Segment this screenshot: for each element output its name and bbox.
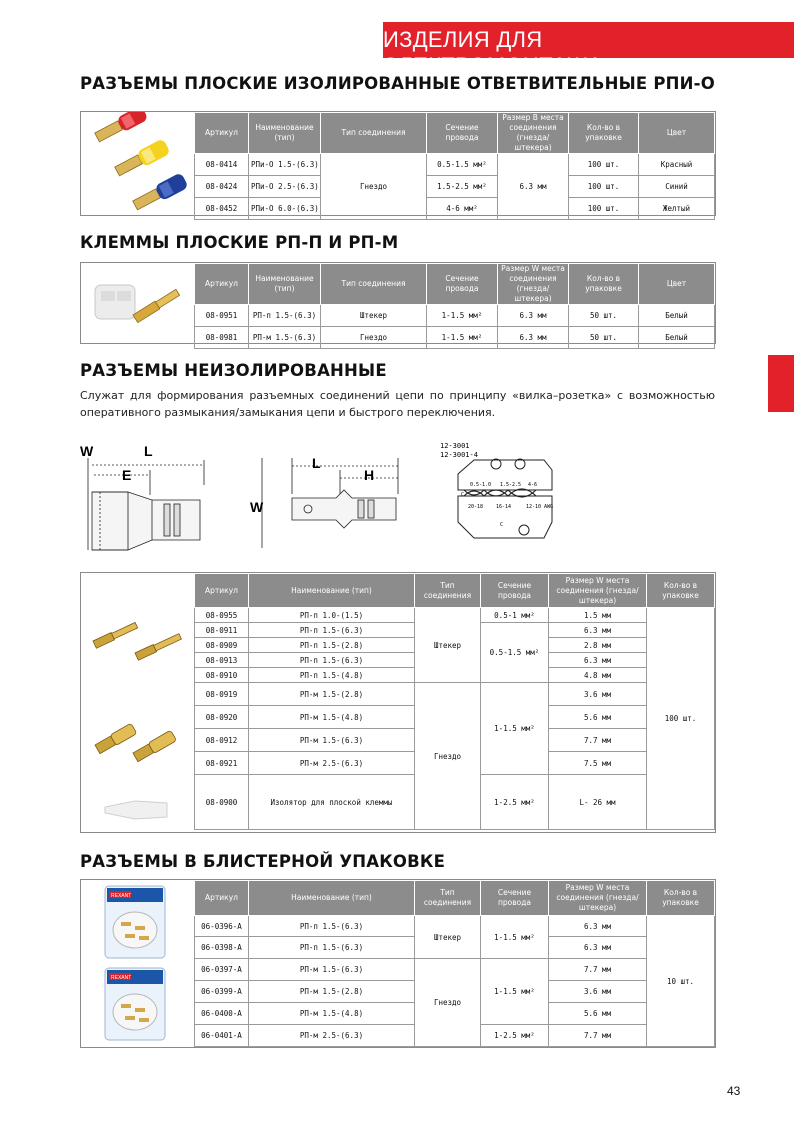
header-banner bbox=[383, 22, 755, 78]
size-cell: 6.3 мм bbox=[549, 916, 647, 937]
section-cell: 0.5-1.5 мм² bbox=[427, 154, 498, 176]
article-cell: 06-0399-А bbox=[195, 981, 249, 1003]
name-cell: РП-м 2.5-(6.3) bbox=[249, 752, 415, 775]
section-cell: 0.5-1.5 мм² bbox=[481, 623, 549, 683]
name-cell: РП-м 1.5-(6.3) bbox=[249, 959, 415, 981]
article-cell: 08-0981 bbox=[195, 327, 249, 349]
col-header: Артикул bbox=[195, 264, 249, 305]
name-cell: РП-м 1.5-(4.8) bbox=[249, 1003, 415, 1025]
article-cell: 06-0397-А bbox=[195, 959, 249, 981]
tool-mark: 1.5-2.5 bbox=[500, 482, 522, 488]
col-header: Размер W места соединения (гнезда/штекера) bbox=[549, 574, 647, 608]
section-cell: 1-2.5 мм² bbox=[481, 1025, 549, 1047]
col-header: Тип соединения bbox=[415, 881, 481, 916]
section3-product-images bbox=[81, 573, 193, 830]
label-e: E bbox=[122, 467, 132, 483]
size-cell: 6.3 мм bbox=[549, 623, 647, 638]
type-cell: Гнездо bbox=[321, 327, 427, 349]
size-cell: 6.3 мм bbox=[498, 327, 569, 349]
size-cell: 3.6 мм bbox=[549, 683, 647, 706]
table-row bbox=[195, 683, 715, 706]
table-row bbox=[195, 176, 715, 198]
section1-table bbox=[194, 112, 715, 220]
size-cell: 6.3 мм bbox=[498, 154, 569, 220]
article-cell: 08-0910 bbox=[195, 668, 249, 683]
name-cell: РП-п 1.5-(6.3) bbox=[249, 937, 415, 959]
col-header: Размер В места соединения (гнезда/штекера) bbox=[498, 113, 569, 154]
name-cell: РП-п 1.5-(2.8) bbox=[249, 638, 415, 653]
section4-product-images bbox=[81, 880, 193, 1045]
tool-mark: C bbox=[461, 492, 465, 498]
color-cell: Белый bbox=[639, 327, 715, 349]
name-cell: РП-п 1.5-(6.3) bbox=[249, 305, 321, 327]
size-cell: 7.7 мм bbox=[549, 1025, 647, 1047]
flat-terminals-image bbox=[81, 263, 193, 341]
color-cell: Синий bbox=[639, 176, 715, 198]
article-cell: 08-0911 bbox=[195, 623, 249, 638]
section-cell: 1-1.5 мм² bbox=[427, 305, 498, 327]
table-row bbox=[195, 916, 715, 937]
qty-cell: 100 шт. bbox=[569, 198, 639, 220]
type-cell: Штекер bbox=[415, 608, 481, 683]
article-cell: 06-0401-А bbox=[195, 1025, 249, 1047]
name-cell: РПи-О 2.5-(6.3) bbox=[249, 176, 321, 198]
brand-logo: REXANT bbox=[111, 975, 132, 981]
col-header: Цвет bbox=[639, 113, 715, 154]
tool-label-1: 12-3001 bbox=[440, 442, 470, 450]
col-header: Артикул bbox=[195, 574, 249, 608]
label-w2: W bbox=[250, 499, 264, 515]
article-cell: 08-0424 bbox=[195, 176, 249, 198]
qty-cell: 100 шт. bbox=[569, 154, 639, 176]
section-cell: 1-2.5 мм² bbox=[481, 775, 549, 830]
size-cell: 5.6 мм bbox=[549, 1003, 647, 1025]
color-cell: Красный bbox=[639, 154, 715, 176]
size-cell: 2.8 мм bbox=[549, 638, 647, 653]
section2-table bbox=[194, 263, 715, 349]
article-cell: 08-0909 bbox=[195, 638, 249, 653]
name-cell: РП-м 1.5-(6.3) bbox=[249, 729, 415, 752]
name-cell: РП-м 2.5-(6.3) bbox=[249, 1025, 415, 1047]
col-header: Артикул bbox=[195, 881, 249, 916]
blister-packs-image bbox=[81, 880, 193, 1045]
section-cell: 1.5-2.5 мм² bbox=[427, 176, 498, 198]
page-number: 43 bbox=[727, 1084, 741, 1098]
article-cell: 08-0913 bbox=[195, 653, 249, 668]
tool-label-2: 12-3001-4 bbox=[440, 451, 478, 459]
table-row bbox=[195, 327, 715, 349]
section3-title: РАЗЪЕМЫ НЕИЗОЛИРОВАННЫЕ bbox=[80, 361, 387, 380]
section3-table bbox=[194, 573, 715, 830]
size-cell: 6.3 мм bbox=[549, 937, 647, 959]
uninsulated-connectors-image bbox=[81, 573, 193, 830]
size-cell: 4.8 мм bbox=[549, 668, 647, 683]
section-cell: 0.5-1 мм² bbox=[481, 608, 549, 623]
size-cell: 3.6 мм bbox=[549, 981, 647, 1003]
female-terminal-diagram bbox=[78, 440, 218, 560]
tool-mark: 20-18 bbox=[468, 504, 484, 510]
col-header: Кол-во в упаковке bbox=[569, 113, 639, 154]
name-cell: Изолятор для плоской клеммы bbox=[249, 775, 415, 830]
col-header: Сечение провода bbox=[427, 264, 498, 305]
qty-cell: 50 шт. bbox=[569, 305, 639, 327]
article-cell: 08-0951 bbox=[195, 305, 249, 327]
col-header: Размер W места соединения (гнезда/штекера) bbox=[549, 881, 647, 916]
crimp-tool-diagram bbox=[434, 440, 574, 546]
article-cell: 08-0920 bbox=[195, 706, 249, 729]
tool-mark: 0.5-1.0 bbox=[470, 482, 492, 488]
name-cell: РП-м 1.5-(4.8) bbox=[249, 706, 415, 729]
col-header: Кол-во в упаковке bbox=[647, 574, 715, 608]
tool-mark: AWG bbox=[544, 504, 554, 510]
article-cell: 08-0955 bbox=[195, 608, 249, 623]
col-header: Тип соединения bbox=[321, 264, 427, 305]
section-cell: 1-1.5 мм² bbox=[481, 683, 549, 775]
name-cell: РПи-О 6.0-(6.3) bbox=[249, 198, 321, 220]
article-cell: 08-0414 bbox=[195, 154, 249, 176]
col-header: Кол-во в упаковке bbox=[569, 264, 639, 305]
article-cell: 06-0400-А bbox=[195, 1003, 249, 1025]
article-cell: 08-0921 bbox=[195, 752, 249, 775]
section-cell: 1-1.5 мм² bbox=[481, 916, 549, 959]
table-row bbox=[195, 154, 715, 176]
col-header: Сечение провода bbox=[481, 881, 549, 916]
table-row bbox=[195, 198, 715, 220]
type-cell: Гнездо bbox=[415, 683, 481, 830]
section-cell: 4-6 мм² bbox=[427, 198, 498, 220]
size-cell: 1.5 мм bbox=[549, 608, 647, 623]
col-header: Размер W места соединения (гнезда/штекера) bbox=[498, 264, 569, 305]
tool-mark: C bbox=[500, 522, 504, 528]
name-cell: РП-м 1.5-(6.3) bbox=[249, 327, 321, 349]
name-cell: РП-п 1.5-(6.3) bbox=[249, 916, 415, 937]
col-header: Тип соединения bbox=[321, 113, 427, 154]
type-cell: Гнездо bbox=[321, 154, 427, 220]
section4-table bbox=[194, 880, 715, 1047]
name-cell: РПи-О 1.5-(6.3) bbox=[249, 154, 321, 176]
table-row bbox=[195, 608, 715, 623]
article-cell: 06-0398-А bbox=[195, 937, 249, 959]
color-cell: Желтый bbox=[639, 198, 715, 220]
size-cell: 6.3 мм bbox=[498, 305, 569, 327]
article-cell: 06-0396-А bbox=[195, 916, 249, 937]
section-cell: 1-1.5 мм² bbox=[481, 959, 549, 1025]
size-cell: 7.5 мм bbox=[549, 752, 647, 775]
qty-cell: 100 шт. bbox=[569, 176, 639, 198]
qty-cell: 50 шт. bbox=[569, 327, 639, 349]
tool-mark: 16-14 bbox=[496, 504, 512, 510]
size-cell: 7.7 мм bbox=[549, 959, 647, 981]
name-cell: РП-п 1.5-(4.8) bbox=[249, 668, 415, 683]
table-row bbox=[195, 305, 715, 327]
section3-description: Служат для формирования разъемных соединений цепи по принципу «вилка–розетка» с возможностью оперативного размыкания/замыкания цепи и быстрого переключения. bbox=[80, 389, 715, 419]
section-cell: 1-1.5 мм² bbox=[427, 327, 498, 349]
insulated-connectors-image bbox=[81, 112, 193, 213]
tool-mark: 4-6 bbox=[528, 482, 538, 488]
label-l: L bbox=[144, 443, 153, 459]
col-header: Артикул bbox=[195, 113, 249, 154]
size-cell: 5.6 мм bbox=[549, 706, 647, 729]
size-cell: L- 26 мм bbox=[549, 775, 647, 830]
article-cell: 08-0900 bbox=[195, 775, 249, 830]
qty-cell: 10 шт. bbox=[647, 916, 715, 1047]
name-cell: РП-п 1.5-(6.3) bbox=[249, 653, 415, 668]
tool-mark: 12-10 bbox=[526, 504, 542, 510]
section1-product-image bbox=[81, 112, 193, 213]
section1-title: РАЗЪЕМЫ ПЛОСКИЕ ИЗОЛИРОВАННЫЕ ОТВЕТВИТЕЛЬНЫЕ РПИ-О bbox=[80, 74, 715, 93]
col-header: Тип соединения bbox=[415, 574, 481, 608]
side-tab-marker bbox=[768, 355, 794, 412]
size-cell: 7.7 мм bbox=[549, 729, 647, 752]
col-header: Сечение провода bbox=[481, 574, 549, 608]
size-cell: 6.3 мм bbox=[549, 653, 647, 668]
section2-product-image bbox=[81, 263, 193, 341]
label-w: W bbox=[80, 443, 94, 459]
section4-title: РАЗЪЕМЫ В БЛИСТЕРНОЙ УПАКОВКЕ bbox=[80, 852, 446, 871]
article-cell: 08-0912 bbox=[195, 729, 249, 752]
name-cell: РП-п 1.0-(1.5) bbox=[249, 608, 415, 623]
name-cell: РП-м 1.5-(2.8) bbox=[249, 981, 415, 1003]
section2-title: КЛЕММЫ ПЛОСКИЕ РП-П И РП-М bbox=[80, 233, 399, 252]
col-header: Наименование (тип) bbox=[249, 264, 321, 305]
col-header: Наименование (тип) bbox=[249, 881, 415, 916]
label-l2: L bbox=[312, 455, 321, 471]
col-header: Цвет bbox=[639, 264, 715, 305]
col-header: Сечение провода bbox=[427, 113, 498, 154]
type-cell: Штекер bbox=[321, 305, 427, 327]
col-header: Наименование (тип) bbox=[249, 113, 321, 154]
label-h: H bbox=[364, 467, 375, 483]
header-title: ИЗДЕЛИЯ ДЛЯ ЭЛЕКТРОМОНТАЖА bbox=[383, 27, 603, 78]
male-terminal-diagram bbox=[248, 448, 408, 558]
table-row bbox=[195, 959, 715, 981]
name-cell: РП-п 1.5-(6.3) bbox=[249, 623, 415, 638]
header-banner-tail bbox=[755, 22, 794, 58]
col-header: Кол-во в упаковке bbox=[647, 881, 715, 916]
brand-logo: REXANT bbox=[111, 893, 132, 899]
type-cell: Гнездо bbox=[415, 959, 481, 1047]
qty-cell: 100 шт. bbox=[647, 608, 715, 830]
color-cell: Белый bbox=[639, 305, 715, 327]
type-cell: Штекер bbox=[415, 916, 481, 959]
article-cell: 08-0452 bbox=[195, 198, 249, 220]
name-cell: РП-м 1.5-(2.8) bbox=[249, 683, 415, 706]
article-cell: 08-0919 bbox=[195, 683, 249, 706]
col-header: Наименование (тип) bbox=[249, 574, 415, 608]
